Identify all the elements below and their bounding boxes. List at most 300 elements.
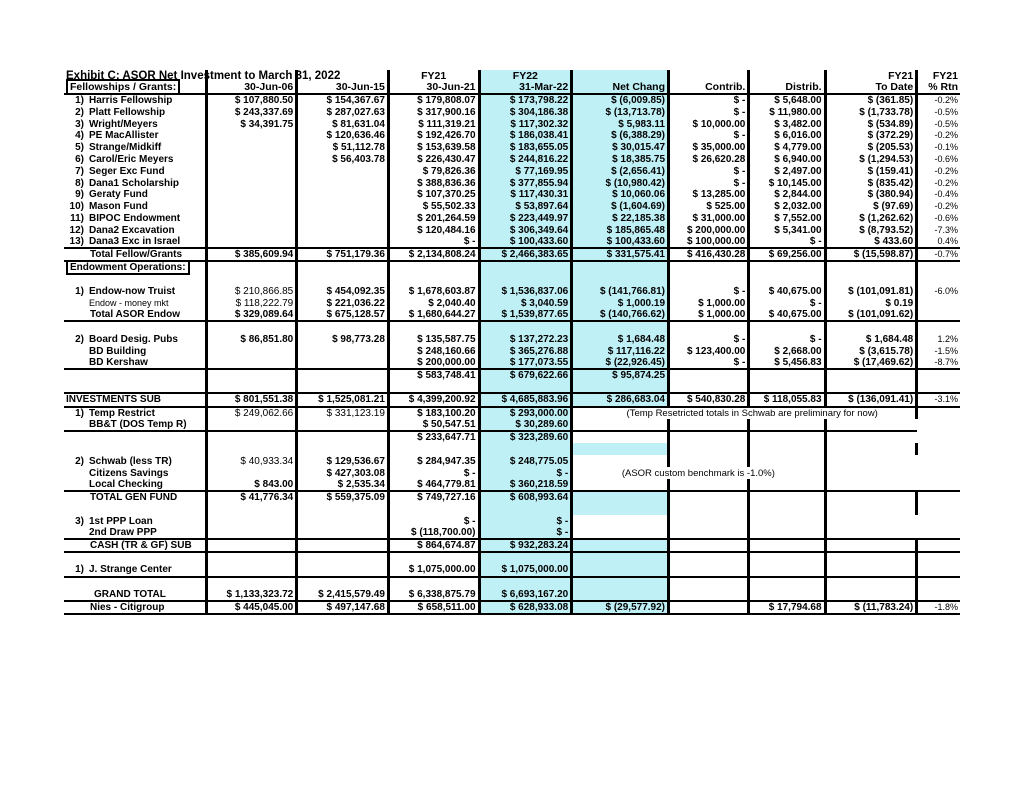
cell-jun06 (206, 357, 297, 369)
nies-mar22-text: $ 628,933.08 (509, 601, 569, 613)
cell-to-date (825, 94, 917, 106)
empty-cell (297, 261, 389, 273)
empty-cell (479, 381, 572, 393)
cell-contrib-text: $ 10,000.00 (692, 118, 746, 130)
cell-to-date-text: $ (1,294.53) (859, 153, 914, 165)
empty-cell (669, 261, 749, 273)
cell-jun06-text: $ 107,880.50 (234, 95, 294, 106)
cell-contrib (669, 177, 749, 189)
cell-jun06 (206, 527, 297, 539)
cell-mar22-text: $ 304,186.38 (509, 106, 569, 118)
cell-distrib-text: $ 11,980.00 (769, 106, 822, 118)
empty-cell (669, 577, 749, 589)
empty-cell (479, 321, 572, 333)
cell-jun15-text: $ 56,403.78 (332, 153, 385, 165)
cell-distrib (749, 201, 825, 213)
cell-jun15-text: $ 331,123.19 (326, 407, 385, 419)
schwab-name (64, 479, 206, 491)
row-number: 13) (69, 235, 84, 247)
cell-mar22-text: $ 117,430.31 (510, 189, 569, 201)
endowment-row (64, 297, 960, 309)
investments-sub-to-date (825, 393, 917, 406)
cell-contrib-text: $ - (733, 165, 746, 177)
cell-jun15 (297, 130, 389, 142)
cell-net-change-text: $ 1,684.48 (617, 333, 665, 345)
cell-jun21 (388, 224, 479, 236)
empty-cell (917, 443, 960, 455)
cell-to-date (825, 224, 917, 236)
fellowship-row (64, 201, 960, 213)
cell-jun15 (297, 369, 389, 381)
investments-sub-contrib-text: $ 540,830.28 (686, 394, 746, 406)
investments-sub-net-change (572, 393, 669, 406)
total-fellow-net-change (572, 248, 669, 261)
cell-distrib (749, 212, 825, 224)
investments-sub-mar22 (479, 393, 572, 406)
cell-jun15-text: $ 2,535.34 (337, 478, 385, 490)
empty-cell (572, 261, 669, 273)
row-label: Geraty Fund (89, 189, 148, 201)
cell-pct-rtn (917, 94, 960, 106)
cell-distrib (749, 106, 825, 118)
total-asor-contrib-text: $ 1,000.00 (698, 309, 746, 321)
fellowship-name (64, 165, 206, 177)
total-fellow-to-date-text: $ (15,598.87) (853, 249, 914, 261)
cell-jun06-text: $ 210,866.85 (234, 286, 294, 298)
nies-jun06 (206, 601, 297, 614)
cell-jun21 (388, 479, 479, 491)
total-fellow-jun06 (206, 248, 297, 261)
empty-cell (749, 381, 825, 393)
cell-net-change-text: $ (6,009.85) (611, 95, 665, 106)
cell-jun21-text: $ 1,678,603.87 (408, 286, 476, 298)
empty-cell (572, 515, 669, 527)
investments-sub-pct-rtn-text: -3.1% (934, 394, 958, 405)
cell-jun15 (297, 94, 389, 106)
total-fellow-mar22 (479, 248, 572, 261)
cell-net-change (572, 189, 669, 201)
cell-jun21 (388, 431, 479, 443)
cell-jun21-text: $ 233,647.71 (417, 431, 476, 443)
cell-jun06 (206, 212, 297, 224)
cell-mar22-text: $ 365,276.88 (509, 345, 569, 357)
nies-net-change-text: $ (29,577.92) (605, 601, 665, 613)
cell-contrib-text: $ - (733, 177, 746, 189)
cell-mar22 (479, 369, 572, 381)
fellowship-name (64, 189, 206, 201)
cell-net-change-text: $ 30,015.47 (612, 142, 665, 154)
cell-jun15 (297, 153, 389, 165)
fellowship-row (64, 142, 960, 154)
empty-cell (749, 503, 825, 515)
empty-cell (825, 491, 917, 503)
endowment-heading-text: Endowment Operations: (66, 260, 190, 275)
cell-net-change (572, 297, 669, 309)
cell-jun21-text: $ 388,836.36 (417, 177, 476, 189)
fellowship-name (64, 106, 206, 118)
row-number: 2) (75, 106, 84, 118)
cell-distrib-text: $ - (809, 297, 822, 309)
cell-jun21-text: $ 183,100.20 (417, 407, 476, 419)
empty-cell (825, 455, 917, 467)
cell-jun15 (297, 345, 389, 357)
exhibit-title-text: Exhibit C: ASOR Net Investment to March 31, 2022 (66, 69, 341, 82)
fellowship-name (64, 224, 206, 236)
total-asor-mar22 (479, 309, 572, 321)
cell-jun06 (206, 515, 297, 527)
cell-contrib (669, 345, 749, 357)
empty-cell (572, 589, 669, 601)
cell-jun06 (206, 130, 297, 142)
empty-cell (749, 455, 825, 467)
cell-net-change (572, 201, 669, 213)
row-number: 4) (75, 130, 84, 142)
empty-cell (297, 381, 389, 393)
cell-jun21-text: $ - (463, 235, 476, 247)
cell-mar22 (479, 94, 572, 106)
cell-to-date-text: $ (1,262.62) (859, 212, 914, 224)
table-body (64, 70, 960, 614)
header-pct-rtn-text: % Rtn (928, 80, 958, 93)
cell-jun21 (388, 467, 479, 479)
cell-net-change-text: $ 117,116.22 (607, 345, 665, 357)
cell-contrib-text: $ 35,000.00 (692, 142, 746, 154)
row-number: 11) (70, 212, 84, 224)
cell-jun21 (388, 106, 479, 118)
cell-jun21-text: $ 317,900.16 (417, 106, 476, 118)
nies-jun21-text: $ 658,511.00 (417, 601, 476, 613)
header-contrib-text: Contrib. (705, 80, 746, 93)
cell-mar22 (479, 165, 572, 177)
temp-row (64, 407, 960, 419)
cell-to-date (825, 142, 917, 154)
empty-cell (388, 261, 479, 273)
cell-jun06 (206, 419, 297, 431)
empty-cell (825, 321, 917, 333)
fellowship-name (64, 130, 206, 142)
cell-distrib-text: $ 5,341.00 (774, 224, 822, 236)
row-label: BB&T (DOS Temp R) (89, 418, 187, 430)
cell-jun06 (206, 189, 297, 201)
cell-jun06 (206, 286, 297, 298)
cell-distrib (749, 153, 825, 165)
empty-cell (479, 274, 572, 286)
header-top-to-date-text: FY21 (888, 69, 914, 82)
fellowship-name (64, 153, 206, 165)
cell-contrib (669, 357, 749, 369)
empty-cell (64, 552, 206, 564)
cell-pct-rtn-text: -6.0% (934, 286, 958, 297)
investments-sub-mar22-text: $ 4,685,883.96 (501, 394, 569, 406)
cell-mar22 (479, 201, 572, 213)
empty-cell (572, 419, 669, 431)
cell-jun15 (297, 224, 389, 236)
cell-mar22 (479, 142, 572, 154)
cell-to-date (825, 177, 917, 189)
cell-jun06 (206, 297, 297, 309)
empty-cell (749, 321, 825, 333)
empty-cell (479, 577, 572, 589)
endowment-heading-row (64, 261, 960, 273)
cell-mar22-text: $ 360,218.59 (509, 478, 569, 490)
total-fellow-jun15-text: $ 751,179.36 (326, 249, 385, 261)
empty-cell (572, 443, 669, 455)
cell-net-change-text: $ 18,385.75 (612, 153, 665, 165)
cell-net-change-text: $ (141,766.81) (599, 286, 665, 298)
header-jun15-text: 30-Jun-15 (335, 80, 385, 93)
cell-to-date (825, 345, 917, 357)
row-number: 9) (75, 189, 84, 201)
cell-jun21-text: $ 120,484.16 (417, 224, 476, 236)
cell-jun06 (206, 431, 297, 443)
header-mar22 (479, 82, 572, 94)
grand-total-mar22-text: $ 6,693,167.20 (501, 588, 569, 600)
grand-total-text: GRAND TOTAL (94, 588, 166, 600)
empty-cell (297, 443, 389, 455)
cell-net-change-text: $ 100,433.60 (606, 235, 665, 247)
empty-cell (917, 589, 960, 601)
header-to-date-text: To Date (875, 80, 914, 93)
cell-mar22-text: $ - (556, 526, 569, 538)
empty-cell (206, 274, 297, 286)
row-label: Seger Exc Fund (89, 165, 165, 177)
empty-cell (749, 431, 825, 443)
cell-distrib-text: $ 3,482.00 (774, 118, 822, 130)
cell-pct-rtn (917, 189, 960, 201)
row-label: Dana1 Scholarship (89, 177, 180, 189)
endowment-name (64, 297, 206, 309)
cell-jun06-text: $ 118,222.79 (235, 297, 294, 309)
empty-cell (825, 479, 917, 491)
cell-net-change-text: $ 1,000.19 (617, 297, 665, 309)
cell-distrib-text: $ - (809, 333, 822, 345)
cell-jun15-text: $ 154,367.67 (326, 95, 385, 106)
cell-pct-rtn-text: -0.2% (934, 130, 958, 141)
empty-cell (572, 564, 669, 576)
row-label: Local Checking (89, 478, 163, 490)
spacer-row (64, 443, 960, 455)
cell-mar22-text: $ 53,897.64 (515, 201, 569, 213)
empty-cell (749, 589, 825, 601)
total-asor-jun06-text: $ 329,089.64 (234, 309, 294, 321)
cash-sub-jun21-text: $ 864,674.87 (417, 540, 476, 552)
investments-sub-distrib-text: $ 118,055.83 (763, 394, 822, 406)
cell-jun21 (388, 286, 479, 298)
cell-contrib-text: $ 31,000.00 (692, 212, 746, 224)
total-asor-text: Total ASOR Endow (90, 309, 180, 321)
strange-center-name (64, 564, 206, 576)
nies-jun15-text: $ 497,147.68 (326, 601, 385, 613)
cell-distrib (749, 118, 825, 130)
empty-cell (825, 539, 917, 552)
empty-cell (669, 455, 749, 467)
empty-cell (572, 503, 669, 515)
cell-jun21-text: $ 55,502.33 (422, 201, 476, 213)
cell-distrib (749, 189, 825, 201)
empty-cell (297, 577, 389, 589)
cell-to-date (825, 369, 917, 381)
cell-jun15 (297, 431, 389, 443)
cell-jun06 (206, 118, 297, 130)
empty-cell (669, 419, 749, 431)
cash-sub-mar22 (479, 539, 572, 552)
temp-name (64, 431, 206, 443)
cell-pct-rtn (917, 177, 960, 189)
fellowships-heading (64, 82, 206, 94)
cell-contrib (669, 369, 749, 381)
cell-distrib (749, 142, 825, 154)
cell-jun21-text: $ 248,160.66 (417, 345, 476, 357)
cell-mar22 (479, 407, 572, 419)
cell-contrib (669, 142, 749, 154)
cell-jun06 (206, 455, 297, 467)
cell-jun21-text: $ 284,947.35 (417, 455, 476, 467)
cell-mar22 (479, 236, 572, 248)
temp-name (64, 407, 206, 419)
cell-pct-rtn (917, 201, 960, 213)
total-gen-fund-jun15-text: $ 559,375.09 (326, 491, 385, 503)
cash-sub-jun21 (388, 539, 479, 552)
investment-sheet (64, 70, 960, 615)
investments-sub-jun21-text: $ 4,399,200.92 (408, 394, 476, 406)
endowment-heading (64, 261, 206, 273)
investment-table (64, 70, 960, 615)
investments-sub-jun06 (206, 393, 297, 406)
cell-jun21 (388, 142, 479, 154)
cell-jun06 (206, 106, 297, 118)
schwab-name (64, 455, 206, 467)
empty-cell (825, 552, 917, 564)
spacer-row (64, 577, 960, 589)
fellowships-heading-text: Fellowships / Grants: (66, 79, 180, 95)
header-top-mar22-text: FY22 (512, 69, 538, 82)
empty-cell (749, 491, 825, 503)
row-number: 12) (69, 224, 84, 236)
row-label: 2nd Draw PPP (89, 526, 157, 538)
row-label: Wright/Meyers (89, 118, 158, 130)
cell-distrib-text: $ 2,032.00 (774, 201, 822, 213)
header-top-pct-rtn-text: FY21 (932, 69, 958, 82)
empty-cell (749, 577, 825, 589)
cell-jun15-text: $ 287,027.63 (326, 106, 385, 118)
cell-distrib-text: $ 6,940.00 (774, 153, 822, 165)
cell-jun06 (206, 142, 297, 154)
empty-cell (669, 527, 749, 539)
cell-mar22-text: $ 173,798.22 (509, 95, 569, 106)
empty-cell (64, 321, 206, 333)
total-asor-distrib (749, 309, 825, 321)
cell-to-date-text: $ (8,793.52) (859, 224, 914, 236)
cell-mar22-text: $ 248,775.05 (509, 455, 569, 467)
cell-pct-rtn (917, 142, 960, 154)
empty-cell (669, 589, 749, 601)
cell-mar22 (479, 527, 572, 539)
cell-contrib (669, 118, 749, 130)
schwab-row (64, 455, 960, 467)
cell-jun21-text: $ 107,370.25 (417, 189, 476, 201)
cell-to-date-text: $ (361.85) (867, 95, 914, 106)
cell-pct-rtn (917, 286, 960, 298)
ppp-row (64, 527, 960, 539)
temp-note (572, 407, 917, 419)
cell-jun21 (388, 564, 479, 576)
total-asor-net-change-text: $ (140,766.62) (599, 309, 665, 321)
row-label: 1st PPP Loan (89, 515, 153, 527)
row-label: Board Desig. Pubs (89, 333, 178, 345)
cell-mar22-text: $ 306,349.64 (509, 224, 569, 236)
cell-net-change-text: $ (22,926.45) (605, 356, 665, 368)
empty-cell (388, 552, 479, 564)
fellowship-row (64, 106, 960, 118)
cell-to-date (825, 212, 917, 224)
empty-cell (825, 431, 917, 443)
empty-cell (388, 321, 479, 333)
cell-mar22-text: $ 3,040.59 (520, 297, 569, 309)
board-row (64, 369, 960, 381)
cell-mar22 (479, 153, 572, 165)
cell-net-change (572, 118, 669, 130)
cell-jun15-text: $ 120,636.46 (326, 130, 385, 142)
cash-sub-mar22-text: $ 932,283.24 (509, 540, 569, 552)
cell-jun21-text: $ 201,264.59 (417, 212, 476, 224)
cell-pct-rtn (917, 153, 960, 165)
temp-note-text: (Temp Resetricted totals in Schwab are preliminary for now) (626, 407, 878, 419)
cell-distrib-text: $ 5,456.83 (774, 356, 822, 368)
row-label: Harris Fellowship (89, 95, 173, 106)
row-label: Citizens Savings (89, 467, 169, 479)
cell-pct-rtn (917, 345, 960, 357)
empty-cell (825, 589, 917, 601)
cell-mar22-text: $ 323,289.60 (509, 431, 569, 443)
cell-mar22 (479, 130, 572, 142)
cell-pct-rtn (917, 333, 960, 345)
empty-cell (917, 261, 960, 273)
total-gen-fund-jun06-text: $ 41,776.34 (240, 491, 294, 503)
nies-jun06-text: $ 445,045.00 (234, 601, 294, 613)
ppp-row (64, 515, 960, 527)
fellowship-row (64, 224, 960, 236)
empty-cell (669, 564, 749, 576)
cell-to-date-text: $ 0.19 (885, 297, 914, 309)
cell-to-date-text: $ 433.60 (874, 235, 914, 247)
cell-jun21-text: $ - (463, 515, 476, 527)
cell-jun15 (297, 479, 389, 491)
cell-mar22 (479, 118, 572, 130)
empty-cell (749, 261, 825, 273)
cell-to-date-text: $ (3,615.78) (859, 345, 914, 357)
cell-to-date (825, 165, 917, 177)
cell-jun21 (388, 153, 479, 165)
cell-jun21-text: $ - (463, 467, 476, 479)
board-row (64, 333, 960, 345)
cell-mar22 (479, 467, 572, 479)
cell-jun21 (388, 165, 479, 177)
cell-jun21-text: $ 179,808.07 (417, 95, 476, 106)
fellowship-name (64, 118, 206, 130)
cell-contrib (669, 236, 749, 248)
cell-jun15-text: $ 454,092.35 (326, 286, 385, 298)
cell-pct-rtn-text: -0.2% (934, 95, 958, 105)
empty-cell (917, 274, 960, 286)
empty-cell (479, 261, 572, 273)
cell-distrib (749, 165, 825, 177)
cell-distrib-text: $ 40,675.00 (768, 286, 822, 298)
row-number: 2) (75, 333, 84, 345)
cell-distrib (749, 94, 825, 106)
cell-pct-rtn-text: -1.5% (934, 345, 958, 356)
cell-pct-rtn-text: -8.7% (934, 356, 958, 367)
empty-cell (749, 515, 825, 527)
